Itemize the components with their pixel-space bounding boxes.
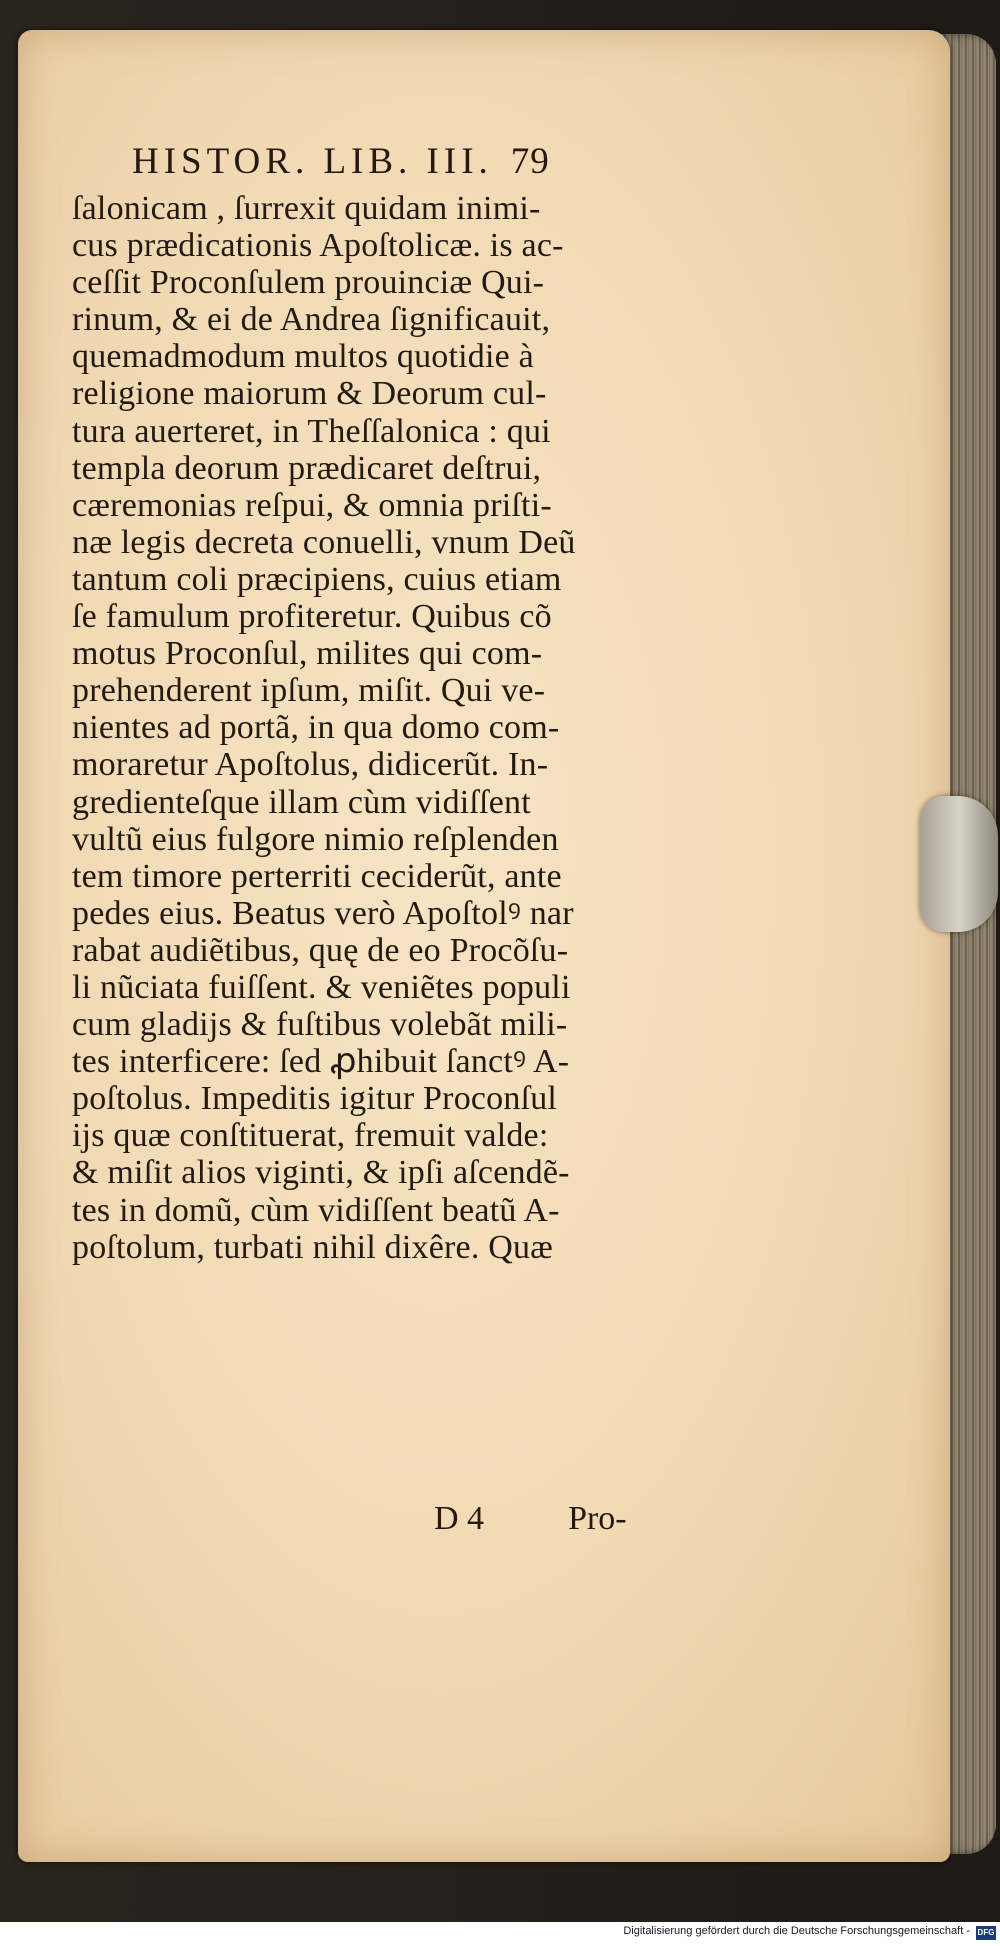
text-line: rinum, & ei de Andrea ſignificauit, [72, 301, 551, 339]
text-line: cæremonias reſpui, & omnia priſti- [72, 486, 552, 524]
text-line: ſalonicam , ſurrexit quidam inimi- [72, 190, 541, 227]
text-line: pedes eius. Beatus verò Apoſtolꝰ nar [72, 894, 574, 932]
text-line: tes in domũ, cùm vidiſſent beatũ A- [72, 1191, 560, 1229]
catchword: Pro- [568, 1500, 627, 1537]
text-line: tem timore perterriti ceciderũt, ante [72, 857, 562, 895]
text-line: rabat audiẽtibus, quę de eo Procõſu- [72, 931, 569, 969]
dfg-logo: DFG [976, 1926, 996, 1940]
text-line: templa deorum prædicaret deſtrui, [72, 449, 542, 487]
text-line: tes interficere: ſed ꝓhibuit ſanctꝰ A- [72, 1043, 570, 1081]
text-line: motus Proconſul, milites qui com- [72, 635, 543, 673]
book-clasp [920, 796, 998, 932]
text-line: religione maiorum & Deorum cul- [72, 375, 547, 413]
text-line: cum gladijs & fuſtibus volebãt mili- [72, 1006, 568, 1044]
text-line: næ legis decreta conuelli, vnum Deũ [72, 523, 576, 561]
body-text [72, 190, 712, 1266]
text-line: li nũciata fuiſſent. & veniẽtes populi [72, 968, 571, 1006]
text-line: & miſit alios viginti, & ipſi aſcendẽ- [72, 1154, 570, 1192]
text-line: ceſſit Proconſulem prouinciæ Qui- [72, 264, 545, 302]
text-line: nientes ad portã, in qua domo com- [72, 709, 560, 747]
page-number: 79 [510, 141, 550, 182]
footer-credit: Digitalisierung gefördert durch die Deutsche Forschungsgemeinschaft - [623, 1925, 970, 1937]
text-line: quemadmodum multos quotidie à [72, 338, 534, 376]
text-line: vultũ eius fulgore nimio reſplenden [72, 820, 559, 858]
running-head [132, 140, 550, 183]
text-line: ſe famulum profiteretur. Quibus cõ [72, 598, 552, 636]
text-line: tantum coli præcipiens, cuius etiam [72, 560, 562, 598]
text-line: moraretur Apoſtolus, didicerũt. In- [72, 746, 549, 784]
text-line: gredienteſque illam cùm vidiſſent [72, 783, 531, 821]
running-head-title: HISTOR. LIB. III. [132, 141, 493, 182]
text-line: prehenderent ipſum, miſit. Qui ve- [72, 672, 546, 710]
text-line: tura auerteret, in Theſſalonica : qui [72, 412, 551, 450]
text-line: poſtolum, turbati nihil dixêre. Quæ [72, 1228, 554, 1266]
signature-line [434, 1500, 627, 1538]
text-line: ijs quæ conſtituerat, fremuit valde: [72, 1117, 549, 1155]
text-line: poſtolus. Impeditis igitur Proconſul [72, 1080, 558, 1118]
text-line: cus prædicationis Apoſtolicæ. is ac- [72, 227, 564, 265]
signature-mark: D 4 [434, 1500, 485, 1537]
